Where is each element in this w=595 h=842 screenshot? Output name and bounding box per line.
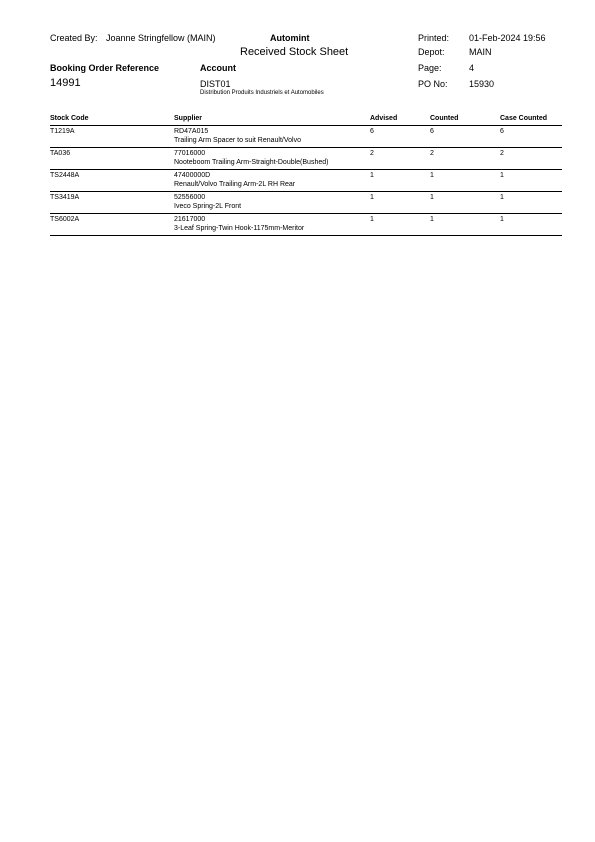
- created-by-value: Joanne Stringfellow (MAIN): [106, 33, 216, 43]
- row-divider: [50, 169, 562, 170]
- created-by-label: Created By:: [50, 33, 98, 43]
- case-counted-qty: 6: [500, 128, 504, 135]
- case-counted-qty: 1: [500, 172, 504, 179]
- item-description: Iveco Spring-2L Front: [174, 203, 242, 210]
- item-description: Nooteboom Trailing Arm-Straight-Double(Bushed): [174, 159, 329, 166]
- page-label: Page:: [418, 63, 442, 73]
- supplier-code: 21617000: [174, 216, 206, 223]
- stock-code: TS3419A: [50, 194, 80, 201]
- company-name: Automint: [270, 33, 310, 43]
- row-divider: [50, 235, 562, 236]
- stock-code: TA036: [50, 150, 71, 157]
- po-value: 15930: [469, 79, 495, 89]
- advised-qty: 6: [370, 128, 374, 135]
- account-name: Distribution Produits Industriels et Automobiles: [200, 90, 324, 96]
- counted-qty: 1: [430, 194, 434, 201]
- row-divider: [50, 191, 562, 192]
- supplier-code: 52556000: [174, 194, 206, 201]
- row-divider: [50, 213, 562, 214]
- account-label: Account: [200, 63, 236, 73]
- row-divider: [50, 147, 562, 148]
- stock-code: TS6002A: [50, 216, 80, 223]
- page-value: 4: [469, 63, 475, 73]
- col-stock-code: Stock Code: [50, 115, 89, 122]
- advised-qty: 1: [370, 172, 374, 179]
- advised-qty: 2: [370, 150, 374, 157]
- advised-qty: 1: [370, 216, 374, 223]
- case-counted-qty: 1: [500, 194, 504, 201]
- item-description: Renault/Volvo Trailing Arm-2L RH Rear: [174, 181, 296, 188]
- counted-qty: 1: [430, 172, 434, 179]
- counted-qty: 2: [430, 150, 434, 157]
- counted-qty: 6: [430, 128, 434, 135]
- col-counted: Counted: [430, 115, 459, 122]
- header-divider: [50, 125, 562, 126]
- stock-code: TS2448A: [50, 172, 80, 179]
- account-code: DIST01: [200, 79, 231, 89]
- col-case-counted: Case Counted: [500, 115, 548, 122]
- depot-value: MAIN: [469, 47, 492, 57]
- depot-label: Depot:: [418, 47, 445, 57]
- counted-qty: 1: [430, 216, 434, 223]
- item-description: Trailing Arm Spacer to suit Renault/Volvo: [174, 137, 301, 144]
- printed-label: Printed:: [418, 33, 450, 43]
- case-counted-qty: 2: [500, 150, 504, 157]
- supplier-code: 77016000: [174, 150, 206, 157]
- advised-qty: 1: [370, 194, 374, 201]
- sheet-title: Received Stock Sheet: [240, 46, 349, 58]
- supplier-code: 47400000D: [174, 172, 211, 179]
- col-supplier: Supplier: [174, 115, 203, 122]
- printed-value: 01-Feb-2024 19:56: [469, 33, 546, 43]
- po-label: PO No:: [418, 79, 448, 89]
- stock-code: T1219A: [50, 128, 75, 135]
- case-counted-qty: 1: [500, 216, 504, 223]
- booking-ref-value: 14991: [50, 77, 81, 89]
- item-description: 3-Leaf Spring-Twin Hook-1175mm-Meritor: [174, 225, 305, 232]
- supplier-code: RD47A015: [174, 128, 209, 135]
- booking-ref-label: Booking Order Reference: [50, 63, 160, 73]
- col-advised: Advised: [370, 115, 398, 122]
